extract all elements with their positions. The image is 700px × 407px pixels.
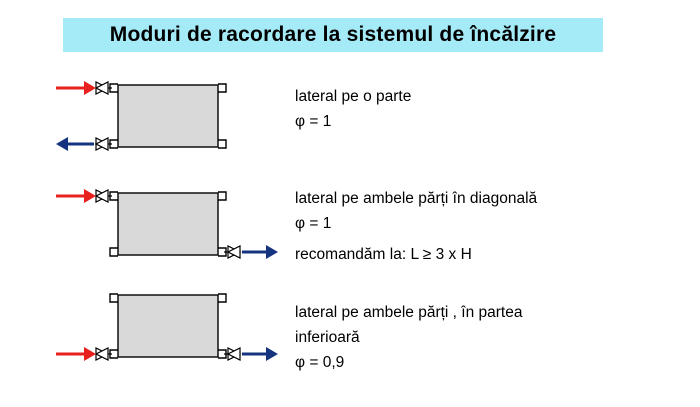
- supply-arrow: [56, 81, 96, 95]
- page-title-banner: [63, 18, 603, 52]
- radiator-port-top-right: [218, 84, 226, 92]
- return-arrow: [242, 347, 278, 361]
- label-line: lateral pe ambele părți în diagonală: [295, 190, 538, 207]
- label-line: φ = 1: [295, 215, 332, 232]
- radiator-body: [118, 295, 218, 357]
- return-arrow: [56, 137, 94, 151]
- label-line: lateral pe ambele părți , în partea: [295, 304, 523, 321]
- supply-arrow: [56, 347, 96, 361]
- radiator-port-top-left: [110, 294, 118, 302]
- label-group-diagonal: [295, 186, 537, 267]
- label-group-one-side: [295, 84, 411, 134]
- label-group-bottom-both-sides: [295, 300, 522, 375]
- radiator-port-top-right: [218, 294, 226, 302]
- label-line: φ = 0,9: [295, 354, 345, 371]
- radiator-body: [118, 193, 218, 255]
- radiator-port-bottom-left: [110, 248, 118, 256]
- supply-arrow: [56, 189, 96, 203]
- radiator-port-top-right: [218, 192, 226, 200]
- label-line: recomandăm la: L ≥ 3 x H: [295, 246, 472, 263]
- label-line: φ = 1: [295, 113, 332, 130]
- page-title: Moduri de racordare la sistemul de încălzire: [109, 23, 557, 46]
- radiator-port-bottom-right: [218, 140, 226, 148]
- label-line: lateral pe o parte: [295, 88, 412, 105]
- radiator-body: [118, 85, 218, 147]
- return-arrow: [242, 245, 278, 259]
- label-line: inferioară: [295, 329, 360, 346]
